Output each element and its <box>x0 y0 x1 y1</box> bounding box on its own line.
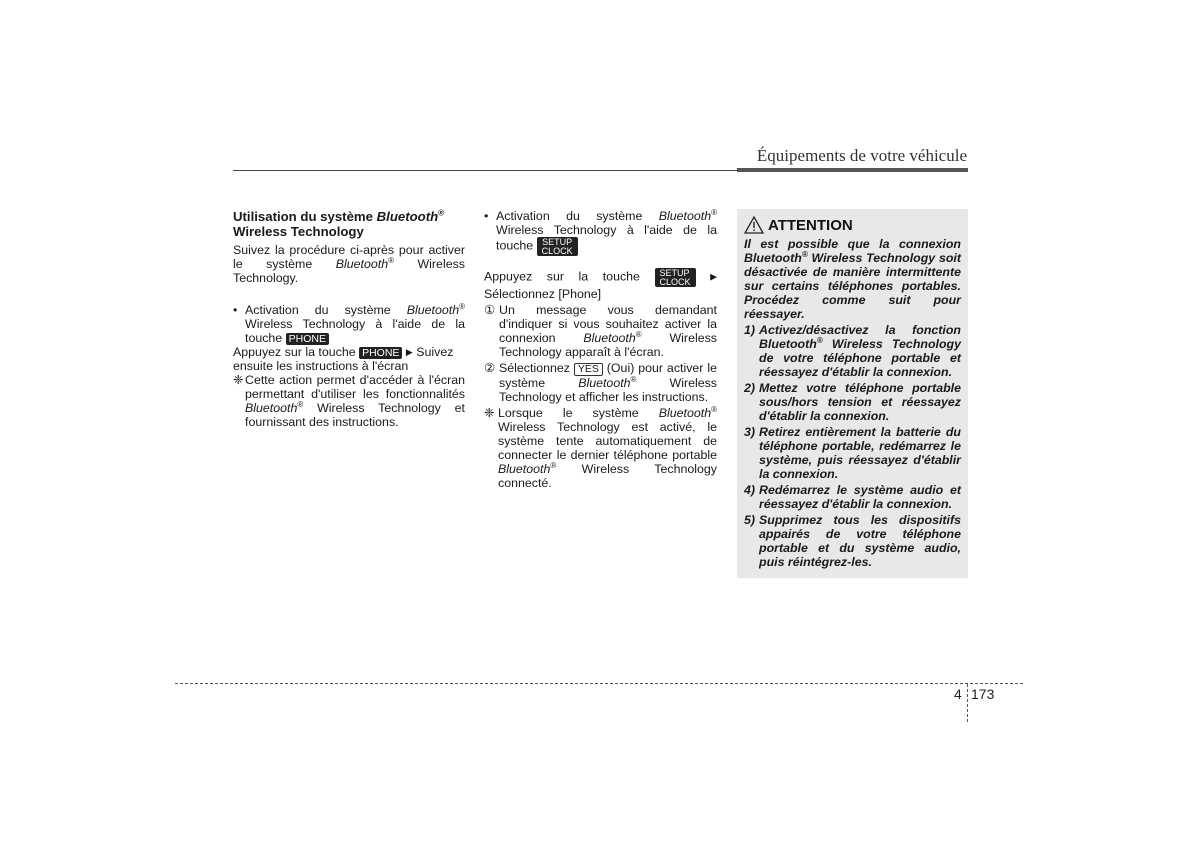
bullet-item: • Activation du système Bluetooth® Wireless Technology à l'aide de la touche PHONE <box>233 301 465 345</box>
attention-title: ATTENTION <box>768 216 853 234</box>
step-item: ② Sélectionnez YES (Oui) pour activer le système Bluetooth® Wireless Technology et afficher les instructions. <box>484 361 717 404</box>
section-title: Utilisation du système Bluetooth® Wireless Technology <box>233 208 445 239</box>
chapter-number: 4 <box>954 686 962 702</box>
arrow-right-icon: ▶ <box>710 271 717 282</box>
attention-item: 1) Activez/désactivez la fonction Bluetooth® Wireless Technology de votre téléphone portable et réessayez d'établir la connexion. <box>744 323 961 379</box>
attention-body <box>744 237 961 569</box>
instruction-paragraph: Appuyez sur la touche SETUP CLOCK ▶ <box>484 268 717 287</box>
bullet-item: • Activation du système Bluetooth® Wireless Technology à l'aide de la touche SETUP CLOCK <box>484 207 717 256</box>
setup-clock-key-icon: SETUP CLOCK <box>537 237 578 256</box>
attention-item: 5) Supprimez tous les dispositifs appairés de votre téléphone portable et du système audio, puis réintégrez-les. <box>744 513 961 569</box>
left-column <box>233 209 465 429</box>
attention-header <box>744 216 853 234</box>
select-phone-line: Sélectionnez [Phone] <box>484 287 602 301</box>
warning-triangle-icon <box>744 216 764 234</box>
attention-item: 3) Retirez entièrement la batterie du téléphone portable, redémarrez le système, puis réessayez d'établir la connexion. <box>744 425 961 481</box>
middle-column <box>484 209 717 490</box>
attention-intro: Il est possible que la connexion Bluetooth® Wireless Technology soit désactivée de manière intermittente sur certains téléphones portables. Procédez comme suit pour réessayer. <box>744 237 961 321</box>
bullet-marker: • <box>233 303 238 317</box>
phone-key-icon: PHONE <box>359 347 402 359</box>
footer-rule <box>175 683 1023 684</box>
arrow-right-icon: ▶ <box>405 347 413 357</box>
footer-divider <box>967 684 968 722</box>
page-number: 173 <box>971 686 995 702</box>
step-2-marker: ② <box>484 361 496 375</box>
note-item: ❈ Lorsque le système Bluetooth® Wireless Technology est activé, le système tente automatiquement de connecter le dernier téléphone portable Bluetooth® Wireless Technology connecté. <box>484 404 717 490</box>
attention-item: 2) Mettez votre téléphone portable sous/hors tension et réessayez d'établir la connexion. <box>744 381 961 423</box>
setup-clock-key-icon: SETUP CLOCK <box>655 268 696 287</box>
header-rule-accent <box>737 168 968 172</box>
intro-paragraph: Suivez la procédure ci-après pour activer le système Bluetooth® Wireless Technology. <box>233 243 465 285</box>
page-header-title: Équipements de votre véhicule <box>756 146 967 165</box>
bullet-marker: • <box>484 209 489 223</box>
note-marker-icon: ❈ <box>233 373 244 387</box>
yes-key-icon: YES <box>574 363 603 376</box>
phone-key-icon: PHONE <box>286 333 329 345</box>
step-item: ① Un message vous demandant d'indiquer si vous souhaitez activer la connexion Bluetooth® Wireless Technology apparaît à l'écran. <box>484 303 717 359</box>
attention-item: 4) Redémarrez le système audio et réessayez d'établir la connexion. <box>744 483 961 511</box>
step-1-marker: ① <box>484 303 496 317</box>
note-marker-icon: ❈ <box>484 406 495 420</box>
note-item: ❈ Cette action permet d'accéder à l'écran permettant d'utiliser les fonctionnalités Bluetooth® Wireless Technology et fournissant des instructions. <box>233 373 465 429</box>
instruction-paragraph: Appuyez sur la touche PHONE ▶ Suivez ensuite les instructions à l'écran <box>233 345 454 373</box>
